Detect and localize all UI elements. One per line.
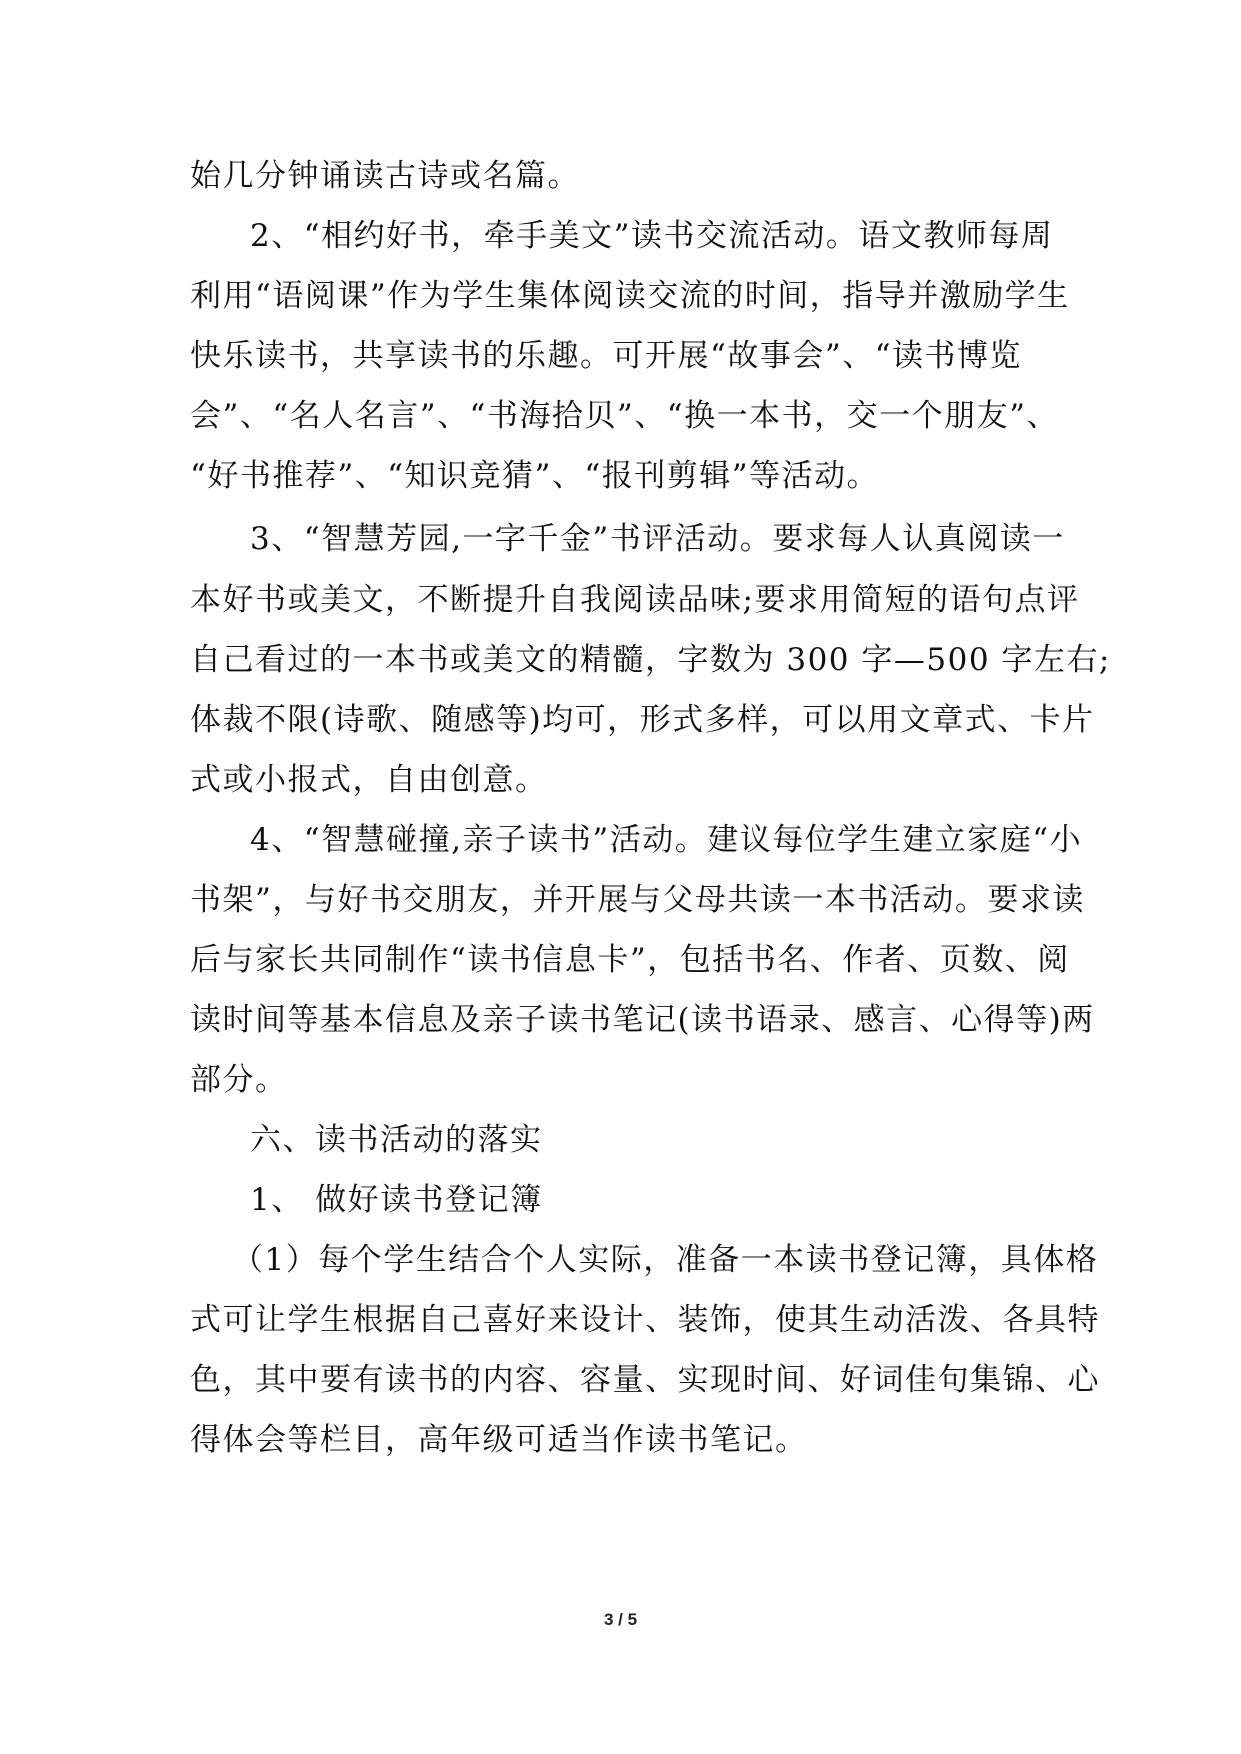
text-line: “好书推荐”、“知识竞猜”、“报刊剪辑”等活动。 bbox=[190, 458, 880, 494]
text-line: 书架”，与好书交朋友，并开展与父母共读一本书活动。要求读 bbox=[190, 882, 1085, 918]
text-line: 始几分钟诵读古诗或名篇。 bbox=[190, 158, 580, 194]
text-line: 后与家长共同制作“读书信息卡”，包括书名、作者、页数、阅 bbox=[190, 942, 1070, 978]
text-line: 得体会等栏目，高年级可适当作读书笔记。 bbox=[190, 1422, 808, 1458]
text-line: 式可让学生根据自己喜好来设计、装饰，使其生动活泼、各具特 bbox=[190, 1302, 1100, 1338]
text-line: 4、“智慧碰撞,亲子读书”活动。建议每位学生建立家庭“小 bbox=[250, 822, 1083, 858]
text-line: 自己看过的一本书或美文的精髓，字数为 300 字—500 字左右; bbox=[190, 642, 1111, 678]
text-line: 色，其中要有读书的内容、容量、实现时间、好词佳句集锦、心 bbox=[190, 1362, 1100, 1398]
text-line: 部分。 bbox=[190, 1062, 288, 1098]
page-number: 3 / 5 bbox=[603, 1610, 638, 1629]
text-line: 读时间等基本信息及亲子读书笔记(读书语录、感言、心得等)两 bbox=[190, 1002, 1095, 1038]
subsection-heading: 1、 做好读书登记簿 bbox=[250, 1182, 543, 1218]
text-line: （1）每个学生结合个人实际，准备一本读书登记簿，具体格 bbox=[232, 1242, 1099, 1278]
text-line: 会”、“名人名言”、“书海拾贝”、“换一本书，交一个朋友”、 bbox=[190, 398, 1059, 434]
text-line: 式或小报式，自由创意。 bbox=[190, 762, 548, 798]
text-line: 体裁不限(诗歌、随感等)均可，形式多样，可以用文章式、卡片 bbox=[190, 702, 1095, 738]
section-heading: 六、读书活动的落实 bbox=[250, 1122, 543, 1158]
text-line: 2、“相约好书，牵手美文”读书交流活动。语文教师每周 bbox=[250, 218, 1054, 254]
text-line: 3、“智慧芳园,一字千金”书评活动。要求每人认真阅读一 bbox=[250, 521, 1065, 557]
text-line: 利用“语阅课”作为学生集体阅读交流的时间，指导并激励学生 bbox=[190, 278, 1070, 314]
text-line: 本好书或美文，不断提升自我阅读品味;要求用简短的语句点评 bbox=[190, 582, 1080, 618]
text-line: 快乐读书，共享读书的乐趣。可开展“故事会”、“读书博览 bbox=[190, 338, 1023, 374]
